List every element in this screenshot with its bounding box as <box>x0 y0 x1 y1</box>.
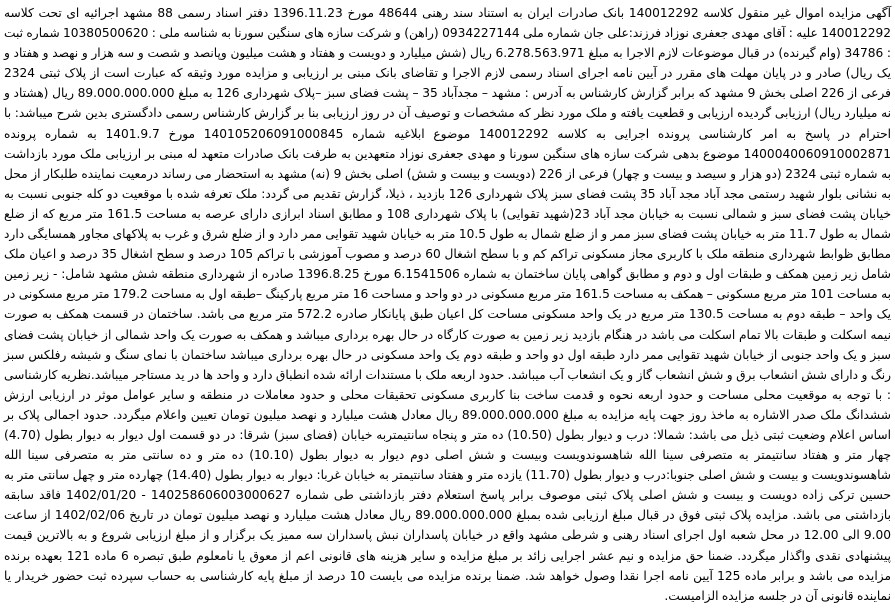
notice-body-text: آگهی مزایده اموال غیر منقول کلاسه 140012292 بانک صادرات ایران به استناد سند رهنی 48644 مورخ 1396.11.23 دفتر اسناد رسمی 88 مشهد اجرائیه ای تحت کلاسه 140012292 علیه : آقای مهدی جعفری نوزاد فرزند:علی جان شماره ملی 0934227144 (راهن) و شرکت سازه های سنگین سورنا به شناسه ملی : 10380500620 شماره ثبت : 34786 (وام گیرنده) در قبال موضوعات لازم الاجرا به مبلغ 6.278.563.971 ریال (شش میلیارد و دویست و هفتاد و هشت میلیون وپانصد و شصت و سه هزار و نهصد و هفتاد و یک ریال) صادر و در پایان مهلت های مقرر در آیین نامه اجرای اسناد رسمی لازم الاجرا و تقاضای بانک مبنی بر ارزیابی و مزایده مورد وثیقه که عبارت است از پلاک ثبتی 2324 فرعی از 226 اصلی بخش 9 مشهد که برابر گزارش کارشناس به آدرس : مشهد – مجدآباد 35 – پشت فضای سبز –پلاک شهرداری 126 به مبلغ 89.000.000.000 ریال (هشتاد و نه میلیارد ریال) ارزیابی گردیده ارزیابی و قطعیت یافته و ملک مورد نظر که مشخصات و توصیف آن در روز ارزیابی بنا بر گزارش کارشناس رسمی دادگستری بدین شرح میباشد: با احترام در پاسخ به امر کارشناسی پرونده اجرایی به کلاسه 140012292 موضوع ابلاغیه شماره 140105206091000845 مورخ 1401.9.7 به شماره پرونده 1400040060910002871 موضوع بدهی شرکت سازه های سنگین سورنا و مهدی جعفری نوزاد متعهدین به طرفت بانک صادرات متعهد له مبنی بر ارزیابی ملک مورد بازداشت به شماره ثبتی 2324 (دو هزار و سیصد و بیست و چهار) فرعی از 226 (دویست و بیست و شش) اصلی بخش 9 (نه) مشهد به استحضار می رساند درمعیت نماینده طلبکار از محل به نشانی بلوار شهید رستمی مجد آباد مجد آباد 35 پشت فضای سبز پلاک شهرداری 126 بازدید ، ذیلا، گزارش تقدیم می گردد: ملک تعرفه شده با موقعیت دو کله جنوبی نسبت به خیابان پشت فضای سبز و شمالی نسبت به خیابان مجد آباد 23(شهید تقوایی) با پلاک شهرداری 108 و مطابق اسناد ابرازی دارای عرصه به مساحت 161.5 متر مربع که از ضلع شمال به طول 11.7 متر به خیابان پشت فضای سبز ممر و از ضلع شمال به طول 10.5 متر به خیابان شهید تقوایی ممر دارد و از ضلع شرق و غرب به پلاکهای مجاور همسایگی دارد مطابق ظوابط شهرداری منطقه ملک با کاربری مجاز مسکونی تراکم کم و با سطح اشغال 60 درصد و مصوب آموزشی با تراکم 105 درصد و سطح اشغال 35 درصد و اعیان ملک شامل زیر زمین همکف و طبقات اول و دوم و مطابق گواهی پایان ساختمان به شماره 6.1541506 مورخ 1396.8.25 صادره از شهرداری منطقه شش مشهد شامل: - زیر زمین به مساحت 101 متر مربع مسکونی – همکف به مساحت 161.5 متر مربع مسکونی در دو واحد و مساحت 16 متر مربع پارکینگ –طبقه اول به مساحت 179.2 متر مربع مسکونی در یک واحد – طبقه دوم به مساحت 130.5 متر مربع در یک واحد مسکونی مساحت کل اعیان طبق پایانکار صادره 572.2 متر مربع می باشد. ساختمان در قسمت همکف به صورت نیمه اسکلت و طبقات بالا تمام اسکلت می باشد در هنگام بازدید زیر زمین به صورت کارگاه در حال بهره برداری میباشد و همکف به صورت یک واحد شمالی از خیابان پشت فضای سبز و یک واحد جنوبی از خیابان شهید تقوایی ممر دارد طبقه اول دو واحد و طبقه دوم یک واحد مسکونی در حال بهره برداری میباشد ساختمان با نمای سنگ و شیشه رفلکس سبز رنگ و دارای شش انشعاب برق و شش انشعاب گاز و یک انشعاب آب میباشد. حدود اربعه ملک با مستندات ارائه شده انطباق دارد و واحد ها در ید مستاجر میباشد.نظریه کارشناسی : با توجه به موقعیت محلی مساحت و حدود اربعه نحوه و قدمت ساخت بنا کاربری مسکونی تحقیقات محلی و حدود معاملات در منطقه و سایر عوامل موثر در ارزیابی ارزش ششدانگ ملک صدر الاشاره به ماخذ روز جهت پایه مزایده به مبلغ 89.000.000.000 ریال معادل هشت میلیارد و نهصد میلیون تومان تعیین واعلام میگردد. حدود اجمالی پلاک بر اساس اعلام وضعیت ثبتی ذیل می باشد: شمالا: درب و دیوار بطول (10.50) ده متر و پنجاه سانتیمتربه خیابان (فضای سبز) شرقا: در دو قسمت اول دیوار به دیوار بطول (4.70) چهار متر و هفتاد سانتیمتر به متصرفی سینا الله شاهسوندویست وبیست و شش اصلی دوم دیوار به دیوار بطول (10.10) ده متر و ده سانتی متر به متصرفی سینا الله شاهسوندویست و بیست و شش اصلی جنوبا:درب و دیوار بطول (11.70) یازده متر و هفتاد سانتیمتر به خیابان غربا: دیوار به دیوار بطول (14.40) چهارده متر و چهل سانتی متر به حسین ترکی زاده دویست و بیست و شش اصلی پلاک ثبتی موصوف برابر پاسخ استعلام دفتر بازداشتی طی شماره 140258606003000627 - 1402/01/20 فاقد سابقه بازداشتی می باشد. مزایده پلاک ثبتی فوق در قبال مبلغ ارزیابی شده بمبلغ 89.000.000.000 ریال معادل هشت میلیارد و نهصد میلیون تومان در تاریخ 1402/02/06 از ساعت 9.00 الی 12.00 در محل شعبه اول اجرای اسناد رهنی و شرطی مشهد واقع در خیابان پاسداران نبش پاسداران سه ممیز یک برگزار و از مبلغ ارزیابی شروع و به بالاترین قیمت پیشنهادی نقدی واگذار میگردد. ضمنا حق مزایده و نیم عشر اجرایی زائد بر مبلغ مزایده و سایر هزینه های قانونی اعم از معوق یا نامعلوم طبق تبصره 6 ماده 121 بعهده برنده مزایده می باشد و برابر ماده 125 آیین نامه اجرا نقدا وصول خواهد شد. ضمنا برنده مزایده می بایست 10 درصد از مبلغ پایه کارشناسی به حساب سپرده ثبت حضور خریدار یا نماینده قانونی آن در جلسه مزایده الزامیست. <box>4 6 892 603</box>
